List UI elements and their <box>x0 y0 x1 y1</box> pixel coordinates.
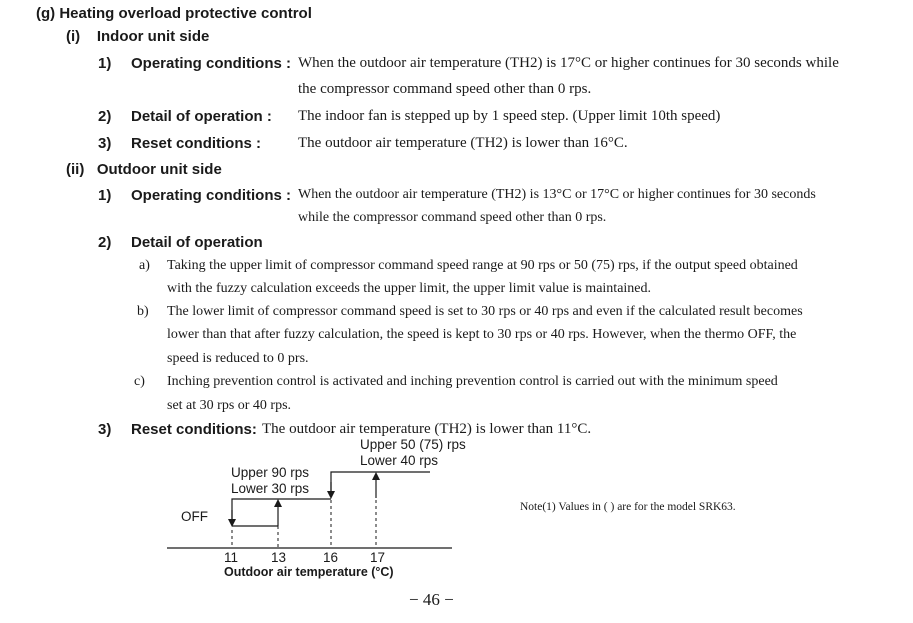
outdoor-op-number: 1) <box>98 187 112 204</box>
item-b-line3: speed is reduced to 0 prs. <box>167 351 309 366</box>
indoor-detail-number: 2) <box>98 108 112 125</box>
outdoor-reset-number: 3) <box>98 421 112 438</box>
item-c-letter: c) <box>134 374 145 389</box>
axis-label: Outdoor air temperature (°C) <box>224 565 394 579</box>
label-upper-50: Upper 50 (75) rps <box>360 437 466 452</box>
item-b-line1: The lower limit of compressor command speed is set to 30 rps or 40 rps and even if the calculated result becomes <box>167 304 803 319</box>
label-off: OFF <box>181 509 208 524</box>
outdoor-reset-label: Reset conditions: <box>131 421 257 438</box>
item-c-line2: set at 30 rps or 40 rps. <box>167 398 292 413</box>
tick-label-17: 17 <box>370 550 386 565</box>
indoor-detail-label: Detail of operation : <box>131 108 272 125</box>
page-number: − 46 − <box>409 590 454 609</box>
outdoor-reset-text: The outdoor air temperature (TH2) is lower than 11°C. <box>262 421 592 437</box>
indoor-op-number: 1) <box>98 55 112 72</box>
indoor-reset-number: 3) <box>98 135 112 152</box>
tick-label-13: 13 <box>271 550 287 565</box>
indoor-op-text-line1: When the outdoor air temperature (TH2) is 17°C or higher continues for 30 seconds while <box>298 55 839 71</box>
tick-label-16: 16 <box>323 550 339 565</box>
item-a-line1: Taking the upper limit of compressor command speed range at 90 rps or 50 (75) rps, if the output speed obtained <box>167 258 798 273</box>
indoor-op-text-line2: the compressor command speed other than 0 rps. <box>298 81 592 97</box>
outdoor-detail-number: 2) <box>98 234 112 251</box>
indoor-reset-text: The outdoor air temperature (TH2) is lower than 16°C. <box>298 135 628 151</box>
outdoor-op-text-line2: while the compressor command speed other than 0 rps. <box>298 210 607 225</box>
item-a-line2: with the fuzzy calculation exceeds the upper limit, the upper limit value is maintained. <box>167 281 652 296</box>
indoor-heading: (i) Indoor unit side <box>66 28 210 45</box>
tick-label-11: 11 <box>224 550 239 565</box>
indoor-reset-label: Reset conditions : <box>131 135 262 152</box>
item-a-letter: a) <box>139 258 150 273</box>
outdoor-heading: (ii) Outdoor unit side <box>66 161 222 178</box>
outdoor-detail-label: Detail of operation <box>131 234 263 251</box>
upper-step-line <box>331 472 430 497</box>
indoor-op-label: Operating conditions : <box>131 55 291 72</box>
item-c-line1: Inching prevention control is activated and inching prevention control is carried out with the minimum speed <box>167 374 778 389</box>
label-upper-90: Upper 90 rps <box>231 465 310 480</box>
label-lower-40: Lower 40 rps <box>360 453 439 468</box>
item-b-letter: b) <box>137 304 149 319</box>
label-lower-30: Lower 30 rps <box>231 481 310 496</box>
lower-step-line <box>232 499 331 525</box>
outdoor-op-label: Operating conditions : <box>131 187 291 204</box>
section-heading: (g) Heating overload protective control <box>36 5 312 22</box>
note-text: Note(1) Values in ( ) are for the model SRK63. <box>520 501 736 513</box>
item-b-line2: lower than that after fuzzy calculation, the speed is kept to 30 rps or 40 rps. However, when the thermo OFF, the <box>167 327 797 342</box>
outdoor-op-text-line1: When the outdoor air temperature (TH2) is 13°C or 17°C or higher continues for 30 seconds <box>298 187 816 202</box>
indoor-detail-text: The indoor fan is stepped up by 1 speed step. (Upper limit 10th speed) <box>298 108 721 124</box>
